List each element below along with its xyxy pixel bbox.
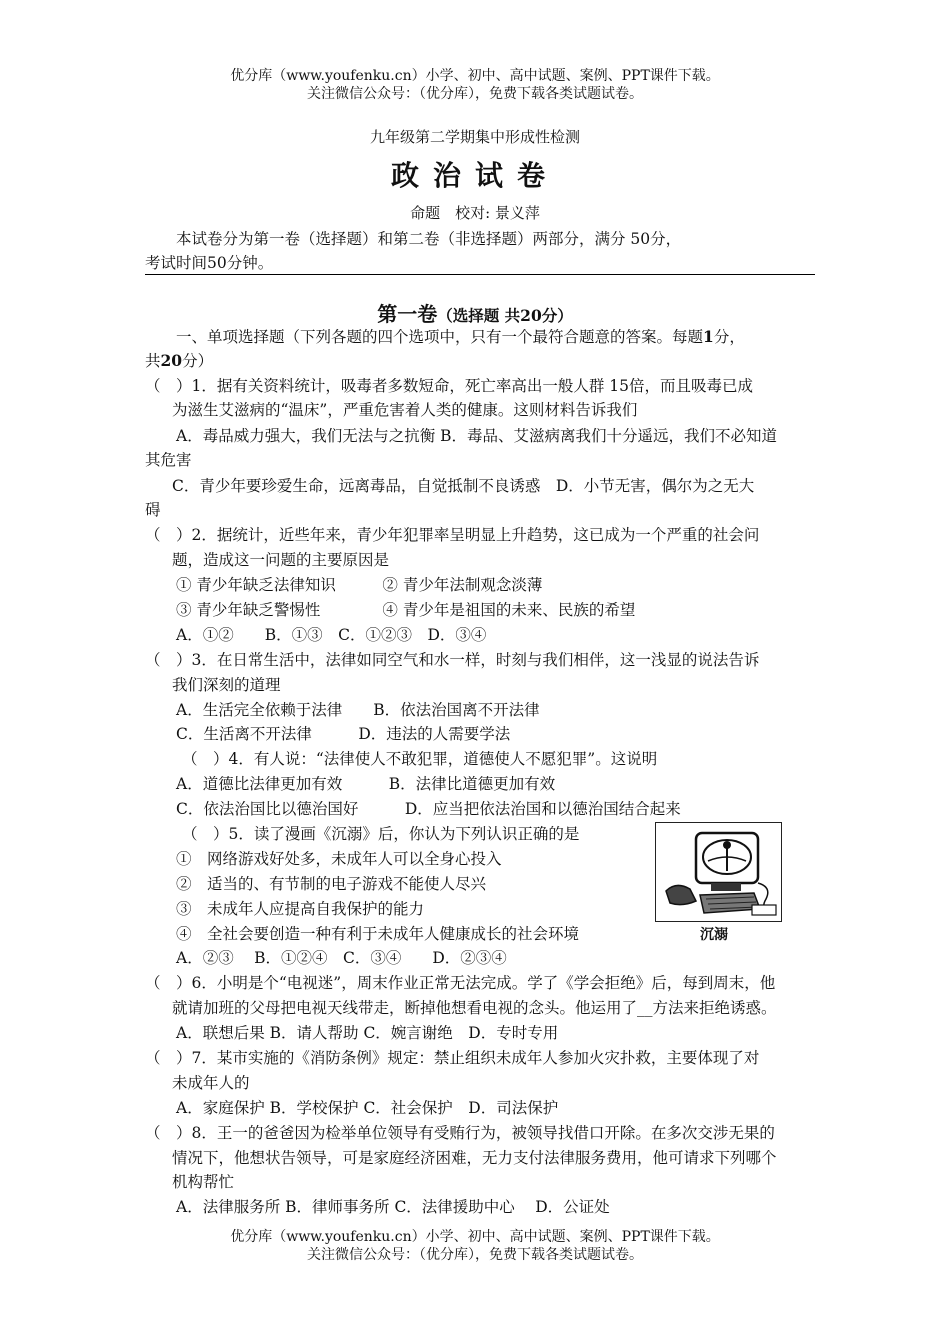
question-5-statement-4: ④ 全社会要创造一种有利于未成年人健康成长的社会环境 xyxy=(176,925,580,943)
cartoon-illustration xyxy=(655,822,782,922)
watermark-footer-line2: 关注微信公众号：（优分库），免费下载各类试题试卷。 xyxy=(307,1247,643,1263)
question-8-stem-cont: 情况下，他想状告领导，可是家庭经济困难，无力支付法律服务费用，他可请求下列哪个 xyxy=(172,1149,777,1167)
instructions-line-1 xyxy=(176,325,846,349)
question-3-stem-cont: 我们深刻的道理 xyxy=(172,676,281,694)
question-1-options-2-cont: 碍 xyxy=(145,501,161,519)
question-5-statement-3: ③ 未成年人应提高自我保护的能力 xyxy=(176,900,425,918)
question-7-stem-cont: 未成年人的 xyxy=(172,1074,250,1092)
question-7-options: A．家庭保护 B．学校保护 C．社会保护 D．司法保护 xyxy=(176,1099,559,1117)
question-6-options: A．联想后果 B．请人帮助 C．婉言谢绝 D．专时专用 xyxy=(176,1024,559,1042)
exam-subtitle: 九年级第二学期集中形成性检测 xyxy=(369,128,580,146)
question-5-statement-1: ① 网络游戏好处多，未成年人可以全身心投入 xyxy=(176,850,502,868)
question-1-options-2: C．青少年要珍爱生命，远离毒品，自觉抵制不良诱惑 D．小节无害，偶尔为之无大 xyxy=(172,477,755,495)
intro-line-1: 本试卷分为第一卷（选择题）和第二卷（非选择题）两部分，满分 50分， xyxy=(176,230,682,248)
question-3-options-1: A．生活完全依赖于法律 B．依法治国离不开法律 xyxy=(176,701,540,719)
question-2-options: A．①② B．①③ C．①②③ D．③④ xyxy=(176,626,487,644)
question-8-stem-cont-2: 机构帮忙 xyxy=(172,1173,235,1191)
question-1-options-1-cont: 其危害 xyxy=(145,451,192,469)
watermark-header-line2: 关注微信公众号：（优分库），免费下载各类试题试卷。 xyxy=(307,86,643,102)
question-2-stem-cont: 题，造成这一问题的主要原因是 xyxy=(172,551,390,569)
section-title-sub: （选择题 共20分） xyxy=(437,306,573,325)
computer-addiction-cartoon-icon xyxy=(656,823,781,921)
instr-total-prefix: 共 xyxy=(145,352,161,370)
question-5-stem: （ ）5．读了漫画《沉溺》后，你认为下列认识正确的是 xyxy=(182,825,580,843)
question-3-options-2: C．生活离不开法律 D．违法的人需要学法 xyxy=(176,725,511,743)
question-2-statements-2: ③ 青少年缺乏警惕性 ④ 青少年是祖国的未来、民族的希望 xyxy=(176,601,636,619)
watermark-header-line1: 优分库（www.youfenku.cn）小学、初中、高中试题、案例、PPT课件下载。 xyxy=(230,68,720,84)
instr-points: 1 xyxy=(703,327,714,346)
author-line: 命题 校对: 景义萍 xyxy=(410,204,540,222)
question-4-options-2: C．依法治国比以德治国好 D．应当把依法治国和以德治国结合起来 xyxy=(176,800,681,818)
intro-line-2: 考试时间50分钟。 xyxy=(145,254,274,272)
instr-total-suffix: 分） xyxy=(182,352,214,370)
cartoon-caption: 沉溺 xyxy=(700,927,728,943)
instructions-line-2 xyxy=(145,349,815,373)
instr-unit: 分， xyxy=(713,328,745,346)
exam-title: 政治试卷 xyxy=(390,159,559,192)
question-2-statements-1: ① 青少年缺乏法律知识 ② 青少年法制观念淡薄 xyxy=(176,576,543,594)
question-4-options-1: A．道德比法律更加有效 B．法律比道德更加有效 xyxy=(176,775,556,793)
question-7-stem: （ ）7．某市实施的《消防条例》规定：禁止组织未成年人参加火灾扑救，主要体现了对 xyxy=(145,1049,760,1067)
divider-rule xyxy=(145,274,815,275)
instr-text: 一、单项选择题（下列各题的四个选项中，只有一个最符合题意的答案。每题 xyxy=(176,328,704,346)
section-title xyxy=(0,298,950,327)
question-6-stem: （ ）6．小明是个“电视迷”，周末作业正常无法完成。学了《学会拒绝》后，每到周末，他 xyxy=(145,974,776,992)
question-1-stem: （ ）1．据有关资料统计，吸毒者多数短命，死亡率高出一般人群 15倍，而且吸毒已成 xyxy=(145,377,754,395)
question-1-stem-cont: 为滋生艾滋病的“温床”，严重危害着人类的健康。这则材料告诉我们 xyxy=(172,401,638,419)
question-1-options-1: A．毒品威力强大，我们无法与之抗衡 B．毒品、艾滋病离我们十分遥远，我们不必知道 xyxy=(176,427,778,445)
question-5-options: A．②③ B．①②④ C．③④ D．②③④ xyxy=(176,949,507,967)
question-5-statement-2: ② 适当的、有节制的电子游戏不能使人尽兴 xyxy=(176,875,487,893)
question-4-stem: （ ）4．有人说：“法律使人不敢犯罪，道德使人不愿犯罪”。这说明 xyxy=(182,750,658,768)
question-8-stem: （ ）8．王一的爸爸因为检举单位领导有受贿行为，被领导找借口开除。在多次交涉无果的 xyxy=(145,1124,775,1142)
question-6-stem-cont: 就请加班的父母把电视天线带走，断掉他想看电视的念头。他运用了__方法来拒绝诱惑。 xyxy=(172,999,777,1017)
watermark-footer-line1: 优分库（www.youfenku.cn）小学、初中、高中试题、案例、PPT课件下载。 xyxy=(230,1229,720,1245)
question-3-stem: （ ）3．在日常生活中，法律如同空气和水一样，时刻与我们相伴，这一浅显的说法告诉 xyxy=(145,651,760,669)
section-title-main: 第一卷 xyxy=(377,302,438,326)
question-2-stem: （ ）2．据统计，近些年来，青少年犯罪率呈明显上升趋势，这已成为一个严重的社会问 xyxy=(145,526,760,544)
question-8-options: A．法律服务所 B．律师事务所 C．法律援助中心 D．公证处 xyxy=(176,1198,610,1216)
instr-total: 20 xyxy=(160,351,183,370)
